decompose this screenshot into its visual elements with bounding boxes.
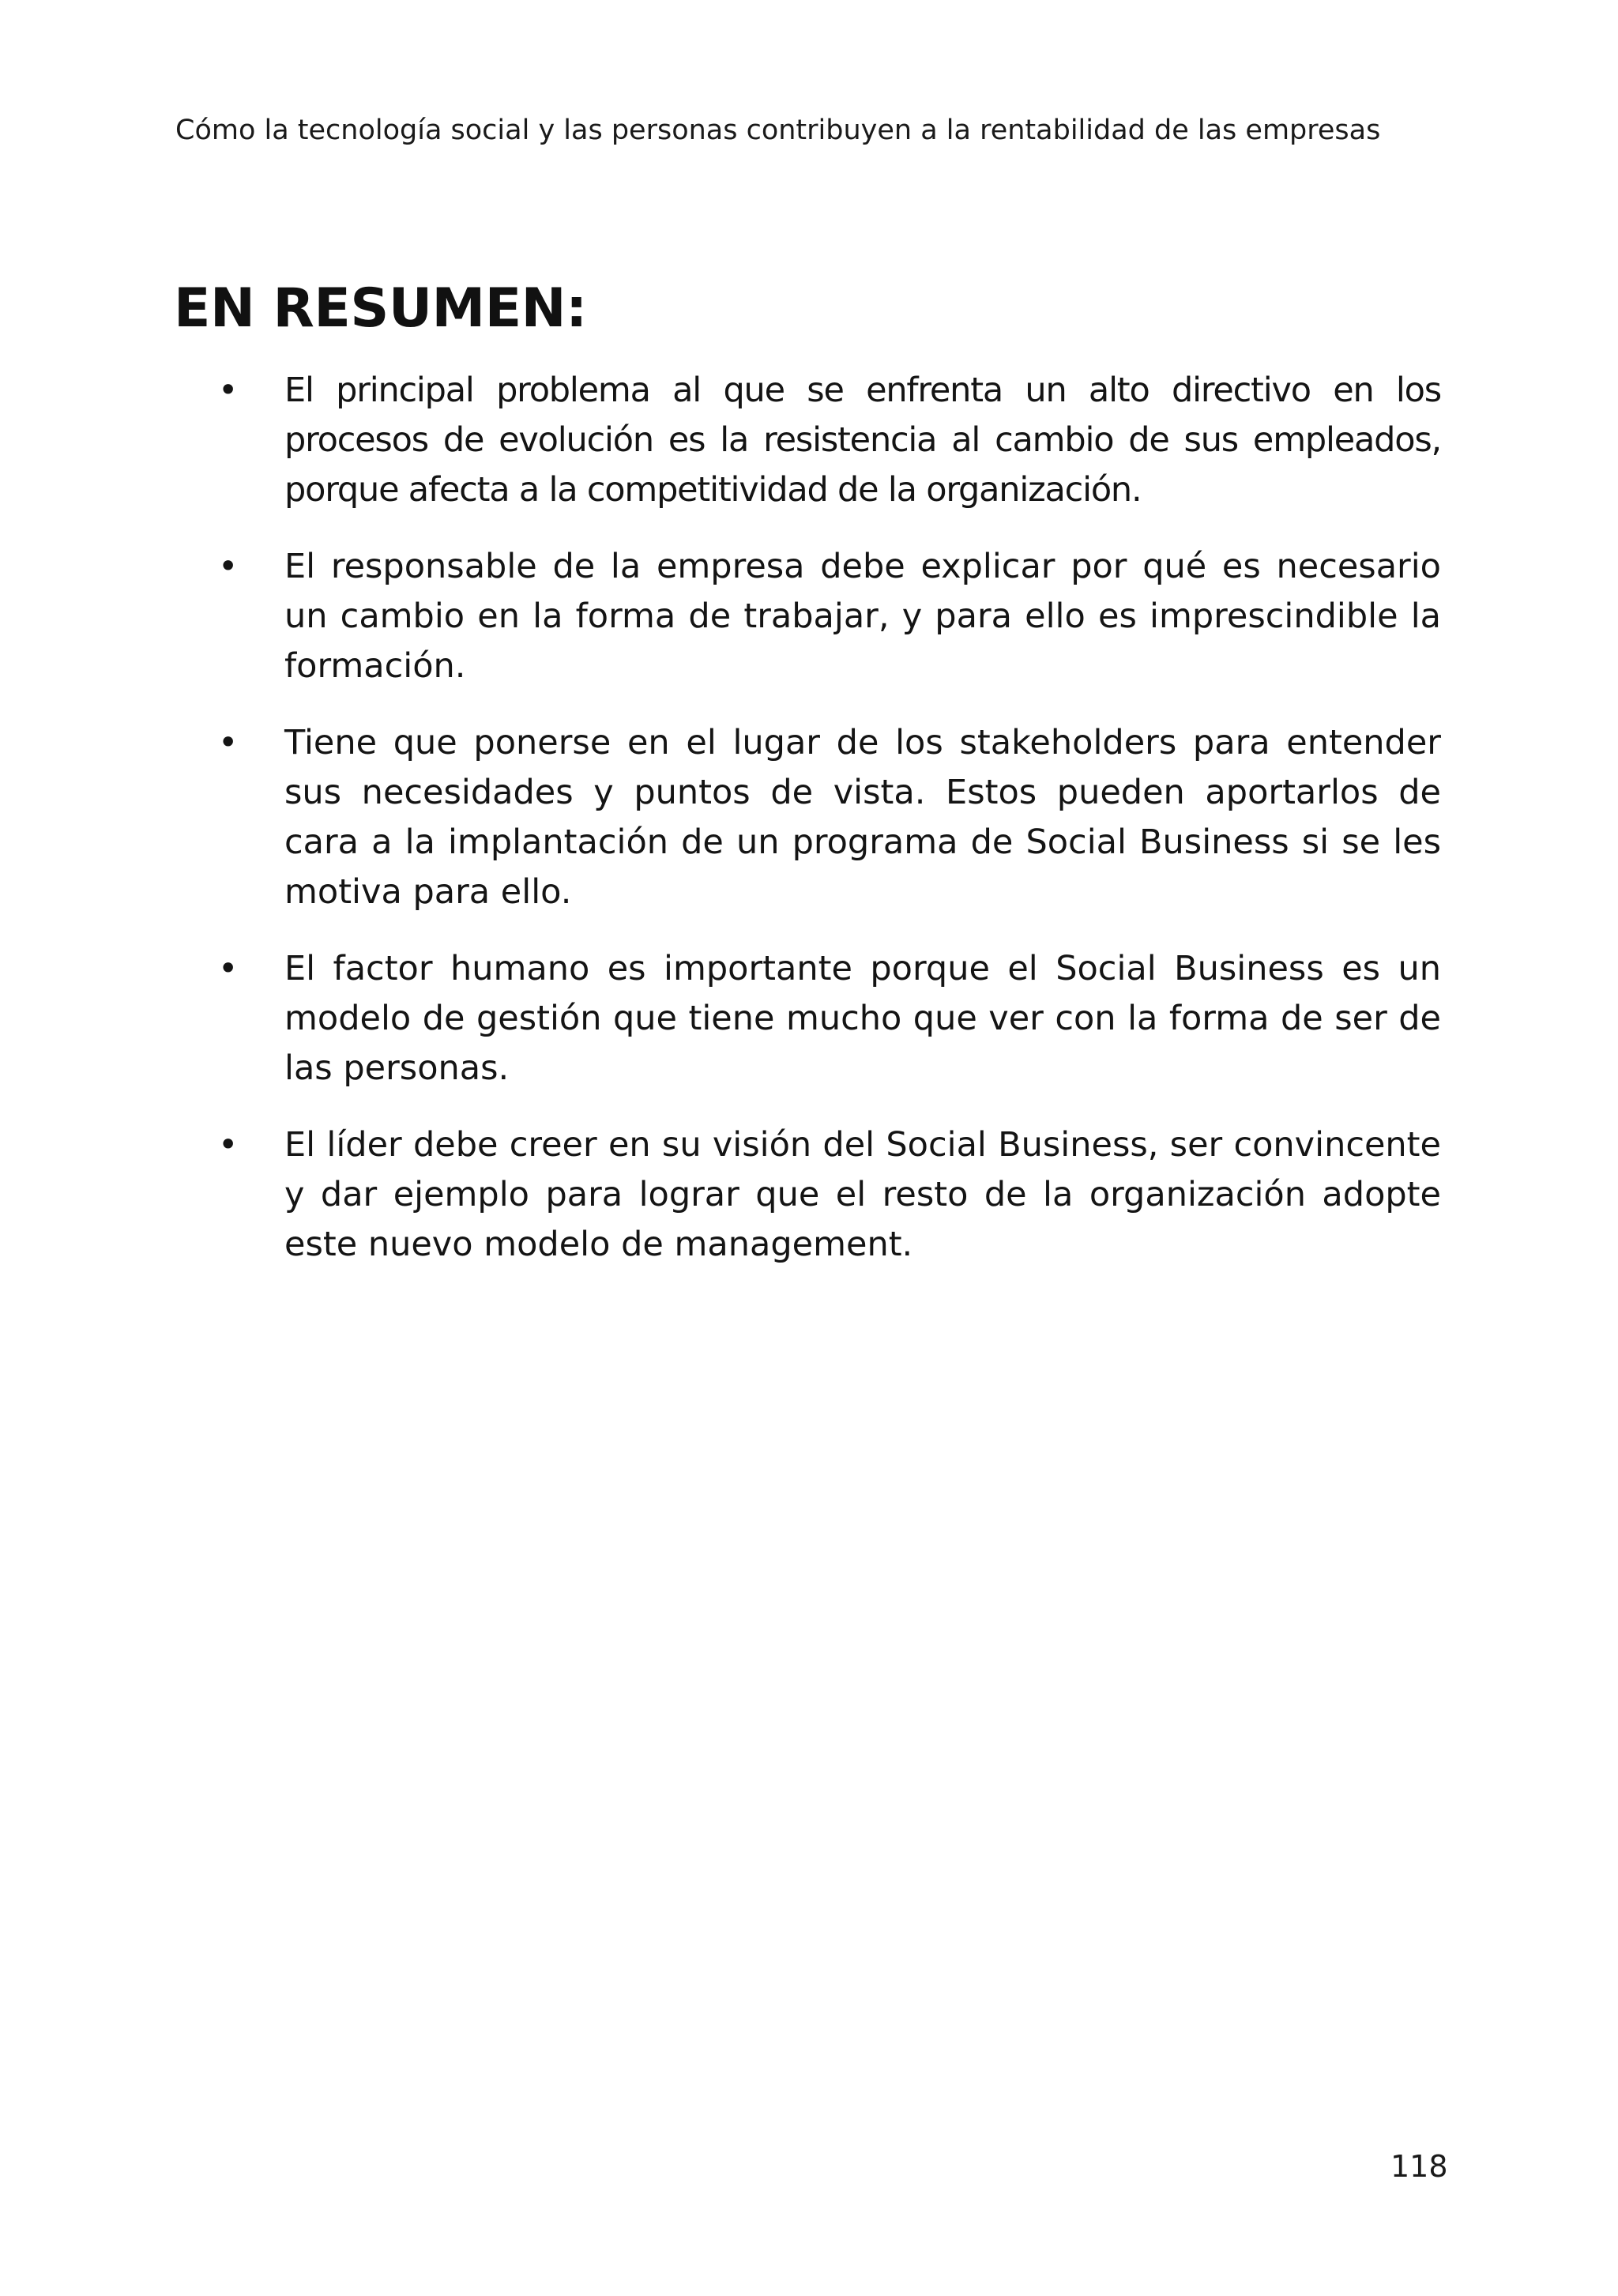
list-item [174, 542, 1441, 691]
list-item-text: El factor humano es importante porque el Social Business es un modelo de gestión que tiene mucho que ver con la forma de ser de las personas. [284, 949, 1441, 1088]
list-item [174, 944, 1441, 1093]
bullet-icon: • [218, 1125, 239, 1165]
list-item [174, 718, 1441, 917]
section-title: EN RESUMEN: [174, 277, 587, 340]
page-number: 118 [1390, 2149, 1448, 2184]
list-item-text: El líder debe creer en su visión del Social Business, ser convincente y dar ejemplo para lograr que el resto de la organización adopte este nuevo modelo de management. [284, 1125, 1441, 1264]
list-item-text: Tiene que ponerse en el lugar de los stakeholders para entender sus necesidades y puntos de vista. Estos pueden aportarlos de cara a la implantación de un programa de Social Business si se les motiva para ello. [284, 723, 1441, 912]
list-item [174, 1120, 1441, 1270]
running-header: Cómo la tecnología social y las personas contribuyen a la rentabilidad de las empresas [175, 115, 1381, 146]
summary-list [174, 366, 1441, 1297]
bullet-icon: • [218, 371, 238, 410]
bullet-icon: • [218, 723, 239, 762]
bullet-icon: • [218, 949, 239, 988]
bullet-icon: • [218, 547, 239, 586]
list-item-text: El principal problema al que se enfrenta un alto directivo en los procesos de evolución es la resistencia al cambio de sus empleados, porque afecta a la competitividad de la organización. [284, 371, 1441, 510]
list-item [174, 366, 1441, 515]
list-item-text: El responsable de la empresa debe explicar por qué es necesario un cambio en la forma de trabajar, y para ello es imprescindible la formación. [284, 547, 1441, 686]
